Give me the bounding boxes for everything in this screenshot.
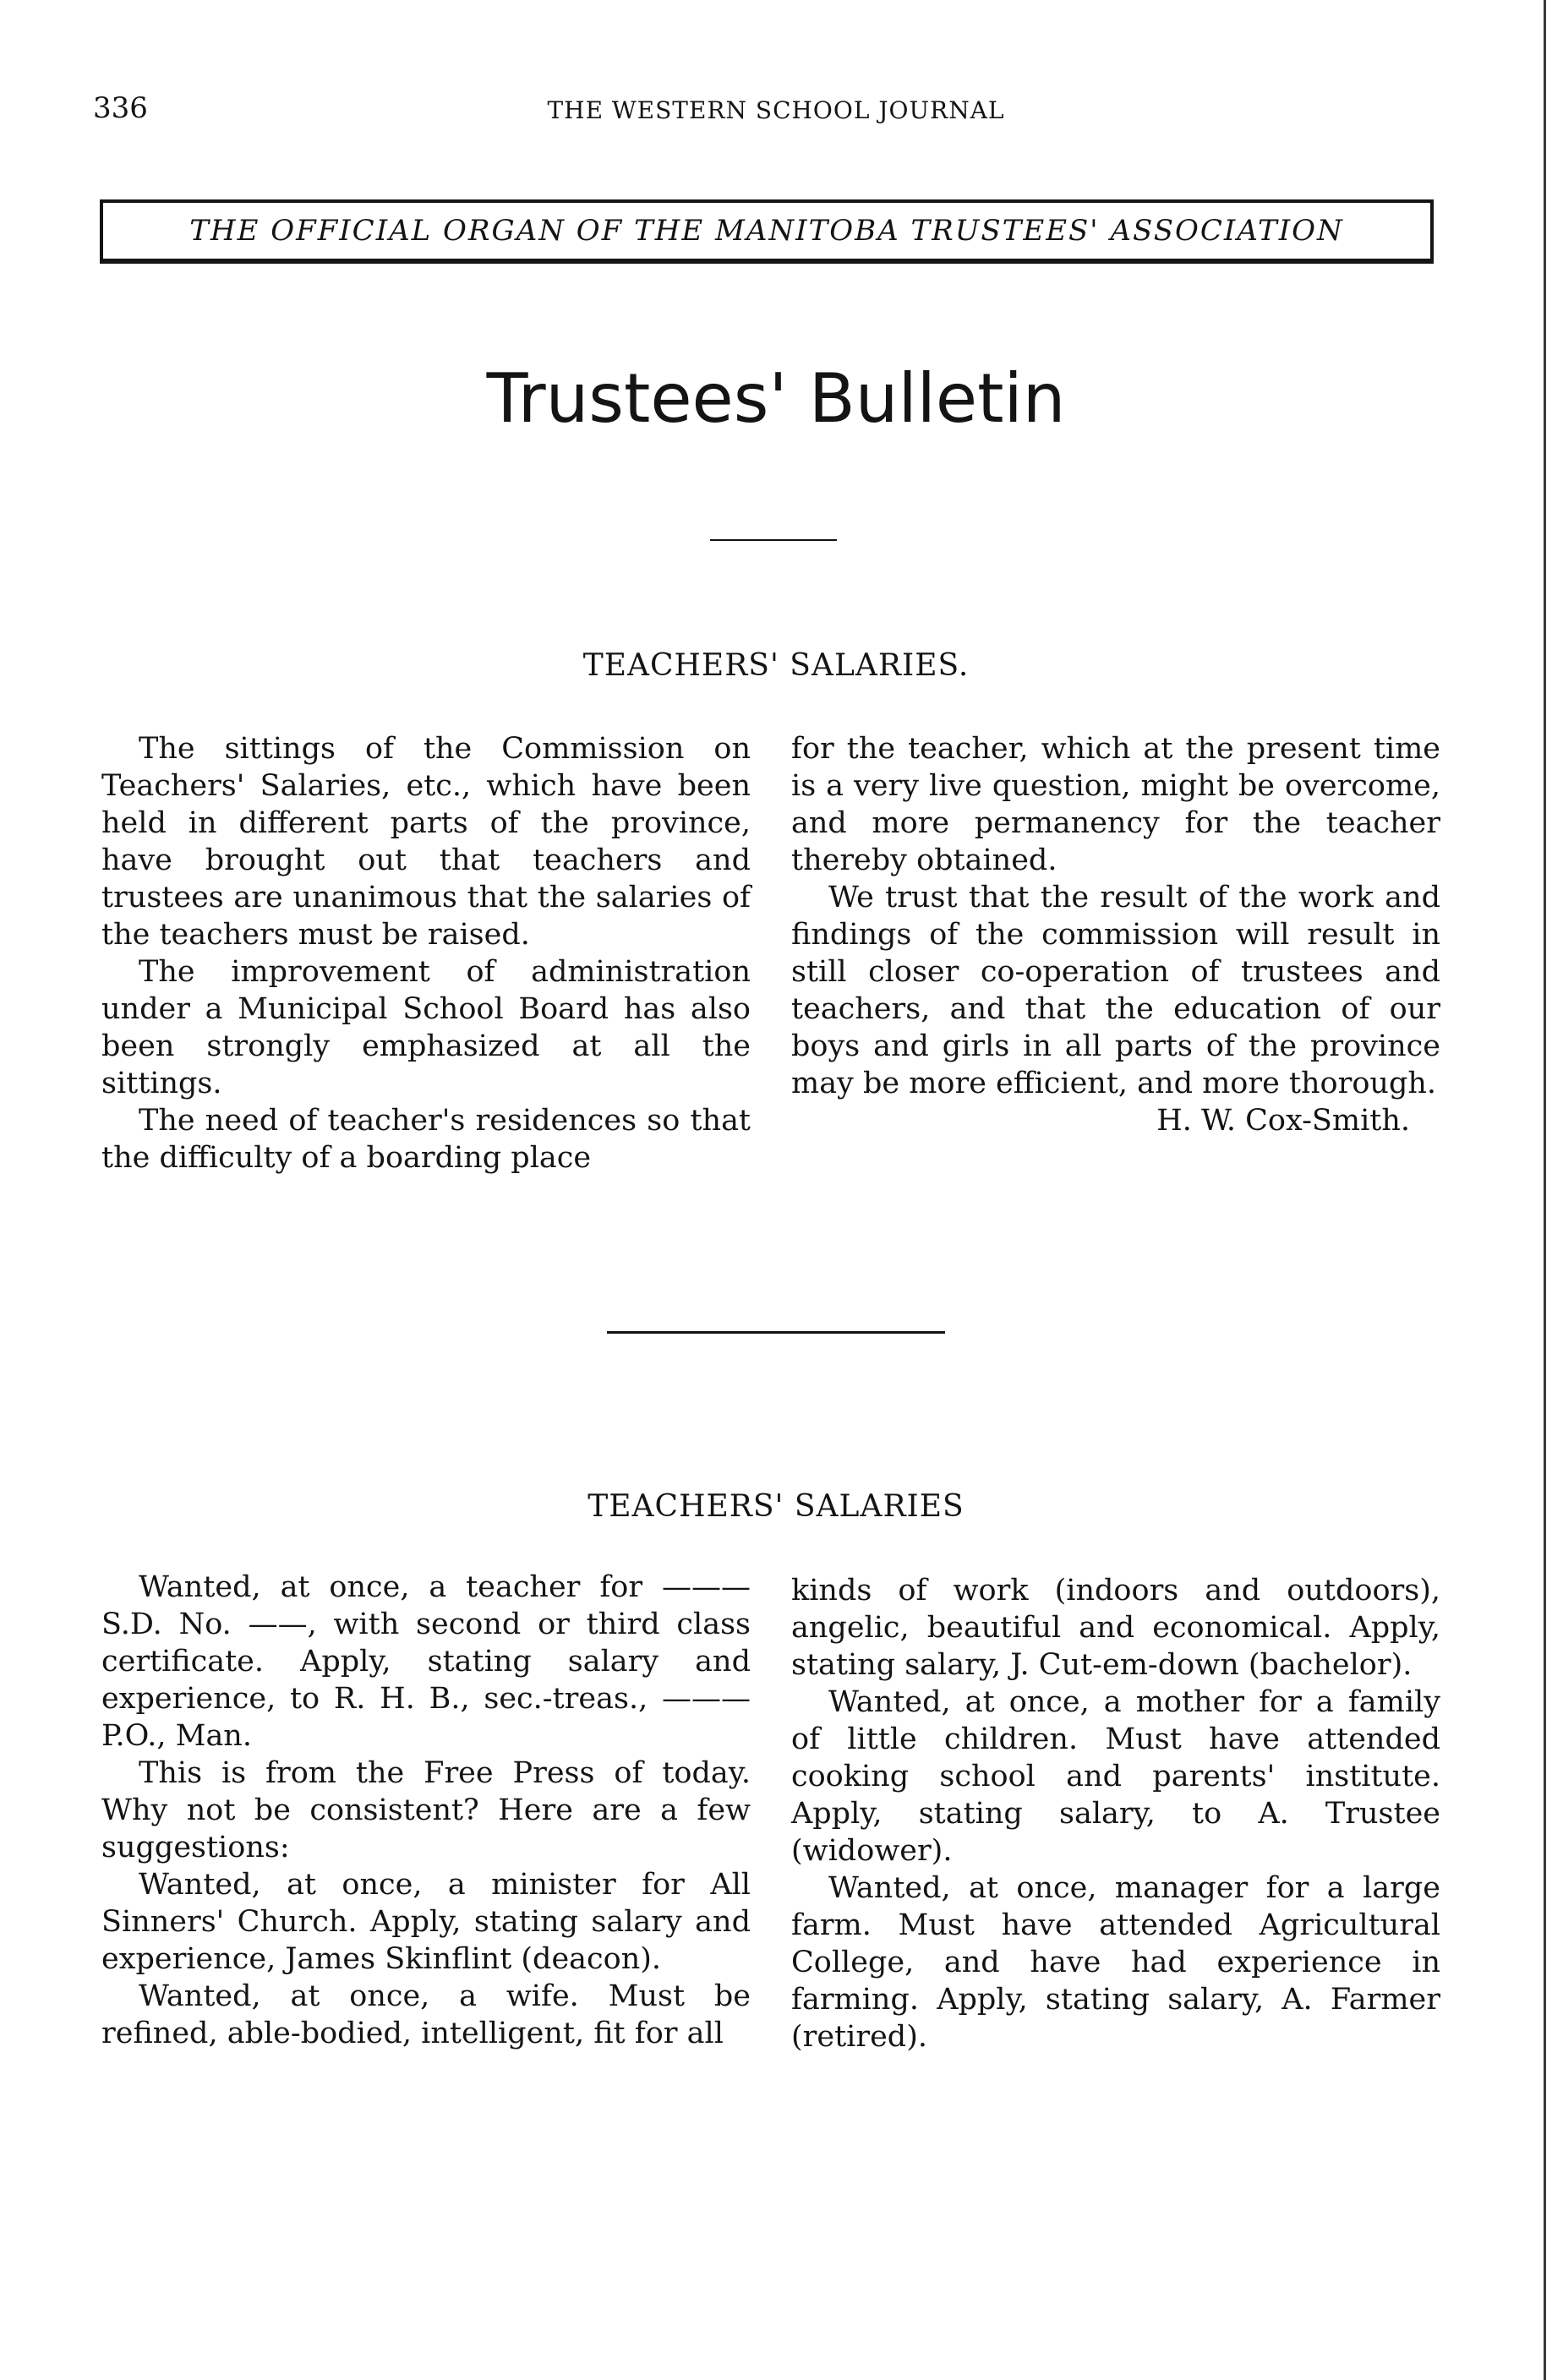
article-1-paragraph: The need of teacher's residences so that the difficulty of a boarding place	[101, 1104, 751, 1175]
article-2-paragraph-continued: kinds of work (indoors and outdoors), angelic, beautiful and economical. Apply, stating salary, J. Cut-em-down (bachelor).	[791, 1574, 1440, 1682]
article-1-paragraph-continued: for the teacher, which at the present time is a very live question, might be overcome, and more permanency for the teacher thereby obtained.	[791, 732, 1440, 877]
article-2-paragraph: Wanted, at once, a wife. Must be refined, able-bodied, intelligent, fit for all	[101, 1979, 751, 2050]
bulletin-title: Trustees' Bulletin	[486, 359, 1066, 438]
page-edge-line	[1544, 0, 1546, 2380]
official-organ-banner	[100, 199, 1434, 264]
article-2-paragraph: This is from the Free Press of today. Why not be consistent? Here are a few suggestions:	[101, 1756, 751, 1864]
banner-text: THE OFFICIAL ORGAN OF THE MANITOBA TRUSTEES' ASSOCIATION	[189, 214, 1344, 248]
article-2-paragraph: Wanted, at once, a mother for a family of little children. Must have attended cooking school and parents' institute. Apply, stating salary, to A. Trustee (widower).	[791, 1685, 1440, 1868]
journal-running-head: THE WESTERN SCHOOL JOURNAL	[547, 96, 1005, 124]
article-2-left-column	[101, 1569, 751, 2052]
article-1-paragraph: We trust that the result of the work and findings of the commission will result in still closer co-operation of trustees and teachers, and that the education of our boys and girls in all parts of the province may be more efficient, and more thorough.	[791, 881, 1440, 1100]
article-2-paragraph: Wanted, at once, a minister for All Sinners' Church. Apply, stating salary and experience, James Skinflint (deacon).	[101, 1868, 751, 1976]
page-number: 336	[93, 91, 148, 125]
article-1-paragraph: The sittings of the Commission on Teachers' Salaries, etc., which have been held in different parts of the province, have brought out that teachers and trustees are unanimous that the salaries of the teachers must be raised.	[101, 732, 751, 952]
article-2-paragraph: Wanted, at once, a teacher for ——— S.D. No. ——, with second or third class certificate. Apply, stating salary and experience, to R. H. B., sec.-treas., ——— P.O., Man.	[101, 1570, 751, 1753]
article-1-paragraph: The improvement of administration under a Municipal School Board has also been strongly emphasized at all the sittings.	[101, 955, 751, 1100]
article-1-signature: H. W. Cox-Smith.	[1156, 1104, 1410, 1138]
section-divider	[607, 1331, 945, 1334]
article-1-right-column	[791, 730, 1440, 1139]
article-2-right-column	[791, 1572, 1440, 2055]
title-divider	[710, 539, 837, 541]
article-2-heading: TEACHERS' SALARIES	[587, 1489, 965, 1524]
article-1-heading: TEACHERS' SALARIES.	[582, 648, 970, 683]
article-2-paragraph: Wanted, at once, manager for a large farm. Must have attended Agricultural College, and have had experience in farming. Apply, stating salary, A. Farmer (retired).	[791, 1871, 1440, 2054]
article-1-left-column	[101, 730, 751, 1176]
